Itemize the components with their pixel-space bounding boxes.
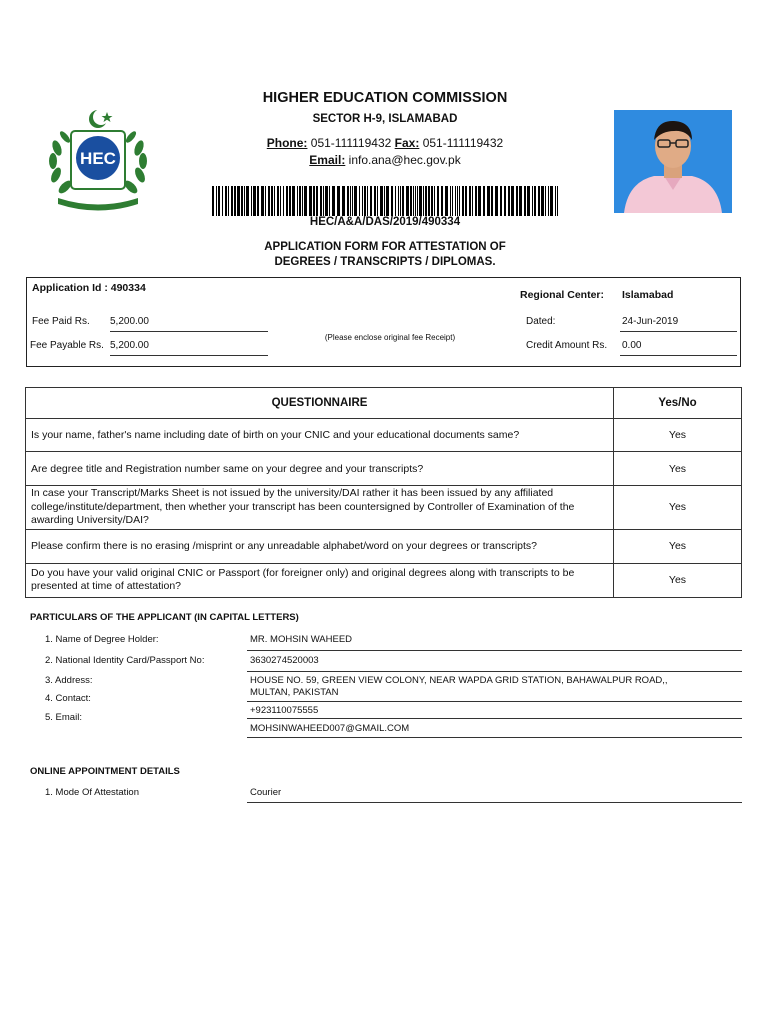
questionnaire-table: [25, 387, 742, 598]
address-underline: [247, 701, 742, 702]
svg-text:HEC: HEC: [80, 149, 116, 168]
mode-value: Courier: [250, 787, 282, 798]
name-underline: [247, 650, 742, 651]
question-text: In case your Transcript/Marks Sheet is not issued by the university/DAI rather it has been issued by any affiliated college/institute/department, then whether your transcript has been countersigned by Controller of Examination of the awarding University/DAI?: [26, 486, 614, 530]
answer-text: Yes: [614, 529, 742, 563]
address-line2: MULTAN, PAKISTAN: [250, 687, 339, 698]
questionnaire-header-a: Yes/No: [614, 388, 742, 419]
cnic-underline: [247, 671, 742, 672]
question-text: Is your name, father's name including date of birth on your CNIC and your educational documents same?: [26, 419, 614, 452]
regional-center-label: Regional Center:: [520, 289, 605, 301]
hec-emblem-icon: [43, 103, 153, 213]
email-line: [200, 153, 570, 167]
regional-center-value: Islamabad: [622, 289, 674, 301]
appointment-title: ONLINE APPOINTMENT DETAILS: [30, 766, 180, 777]
credit-label: Credit Amount Rs.: [526, 340, 608, 351]
email-value: info.ana@hec.gov.pk: [348, 153, 461, 167]
dated-value: 24-Jun-2019: [620, 312, 737, 332]
application-id-value: 490334: [110, 282, 146, 294]
questionnaire-header: [26, 388, 742, 419]
table-row: [26, 486, 742, 530]
application-id: [32, 282, 146, 294]
questionnaire-header-q: QUESTIONNAIRE: [26, 388, 614, 419]
dated-label: Dated:: [526, 316, 556, 327]
form-title-line2: DEGREES / TRANSCRIPTS / DIPLOMAS.: [274, 256, 496, 268]
fee-paid-value: 5,200.00: [110, 312, 268, 332]
email-field-label: 5. Email:: [45, 712, 82, 723]
fee-payable-value: 5,200.00: [110, 336, 268, 356]
cnic-value: 3630274520003: [250, 655, 319, 666]
reference-number: HEC/A&A/DAS/2019/490334: [309, 216, 461, 228]
org-address: SECTOR H-9, ISLAMABAD: [312, 113, 458, 125]
answer-text: Yes: [614, 563, 742, 597]
barcode-icon: [212, 186, 560, 216]
question-text: Do you have your valid original CNIC or Passport (for foreigner only) and original degrees along with transcripts to be presented at time of attestation?: [26, 563, 614, 597]
name-value: MR. MOHSIN WAHEED: [250, 634, 353, 645]
fax-label: Fax:: [394, 136, 420, 150]
email-label: Email:: [309, 153, 346, 167]
fee-paid-field: [110, 312, 268, 332]
name-label: 1. Name of Degree Holder:: [45, 634, 159, 645]
fee-paid-label: Fee Paid Rs.: [32, 316, 90, 327]
email-field-value: MOHSINWAHEED007@GMAIL.COM: [250, 723, 410, 734]
answer-text: Yes: [614, 419, 742, 452]
receipt-note: (Please enclose original fee Receipt): [324, 333, 456, 342]
email-underline: [247, 737, 742, 738]
question-text: Please confirm there is no erasing /misprint or any unreadable alphabet/word on your degrees or transcripts?: [26, 529, 614, 563]
phone-fax-line: [200, 136, 570, 150]
credit-value: 0.00: [620, 336, 737, 356]
answer-text: Yes: [614, 452, 742, 486]
form-title: [200, 240, 570, 270]
fee-payable-label: Fee Payable Rs.: [30, 340, 104, 351]
contact-value: +923110075555: [250, 705, 319, 716]
fax-value: 051-111119432: [422, 136, 504, 150]
table-row: [26, 452, 742, 486]
dated-field: [620, 312, 737, 332]
table-row: [26, 563, 742, 597]
cnic-label: 2. National Identity Card/Passport No:: [45, 655, 205, 666]
address-label: 3. Address:: [45, 675, 93, 686]
credit-field: [620, 336, 737, 356]
mode-underline: [247, 802, 742, 803]
table-row: [26, 529, 742, 563]
contact-underline: [247, 718, 742, 719]
phone-label: Phone:: [266, 136, 308, 150]
application-id-label: Application Id :: [32, 282, 108, 294]
answer-text: Yes: [614, 486, 742, 530]
phone-value: 051-111119432: [310, 136, 392, 150]
org-name: HIGHER EDUCATION COMMISSION: [262, 90, 508, 106]
mode-label: 1. Mode Of Attestation: [45, 787, 139, 798]
address-line1: HOUSE NO. 59, GREEN VIEW COLONY, NEAR WAPDA GRID STATION, BAHAWALPUR ROAD,,: [250, 675, 668, 686]
question-text: Are degree title and Registration number same on your degree and your transcripts?: [26, 452, 614, 486]
fee-payable-field: [110, 336, 268, 356]
particulars-title: PARTICULARS OF THE APPLICANT (IN CAPITAL LETTERS): [30, 612, 299, 623]
applicant-photo: [614, 110, 732, 213]
table-row: [26, 419, 742, 452]
contact-label: 4. Contact:: [45, 693, 91, 704]
form-title-line1: APPLICATION FORM FOR ATTESTATION OF: [264, 241, 506, 253]
